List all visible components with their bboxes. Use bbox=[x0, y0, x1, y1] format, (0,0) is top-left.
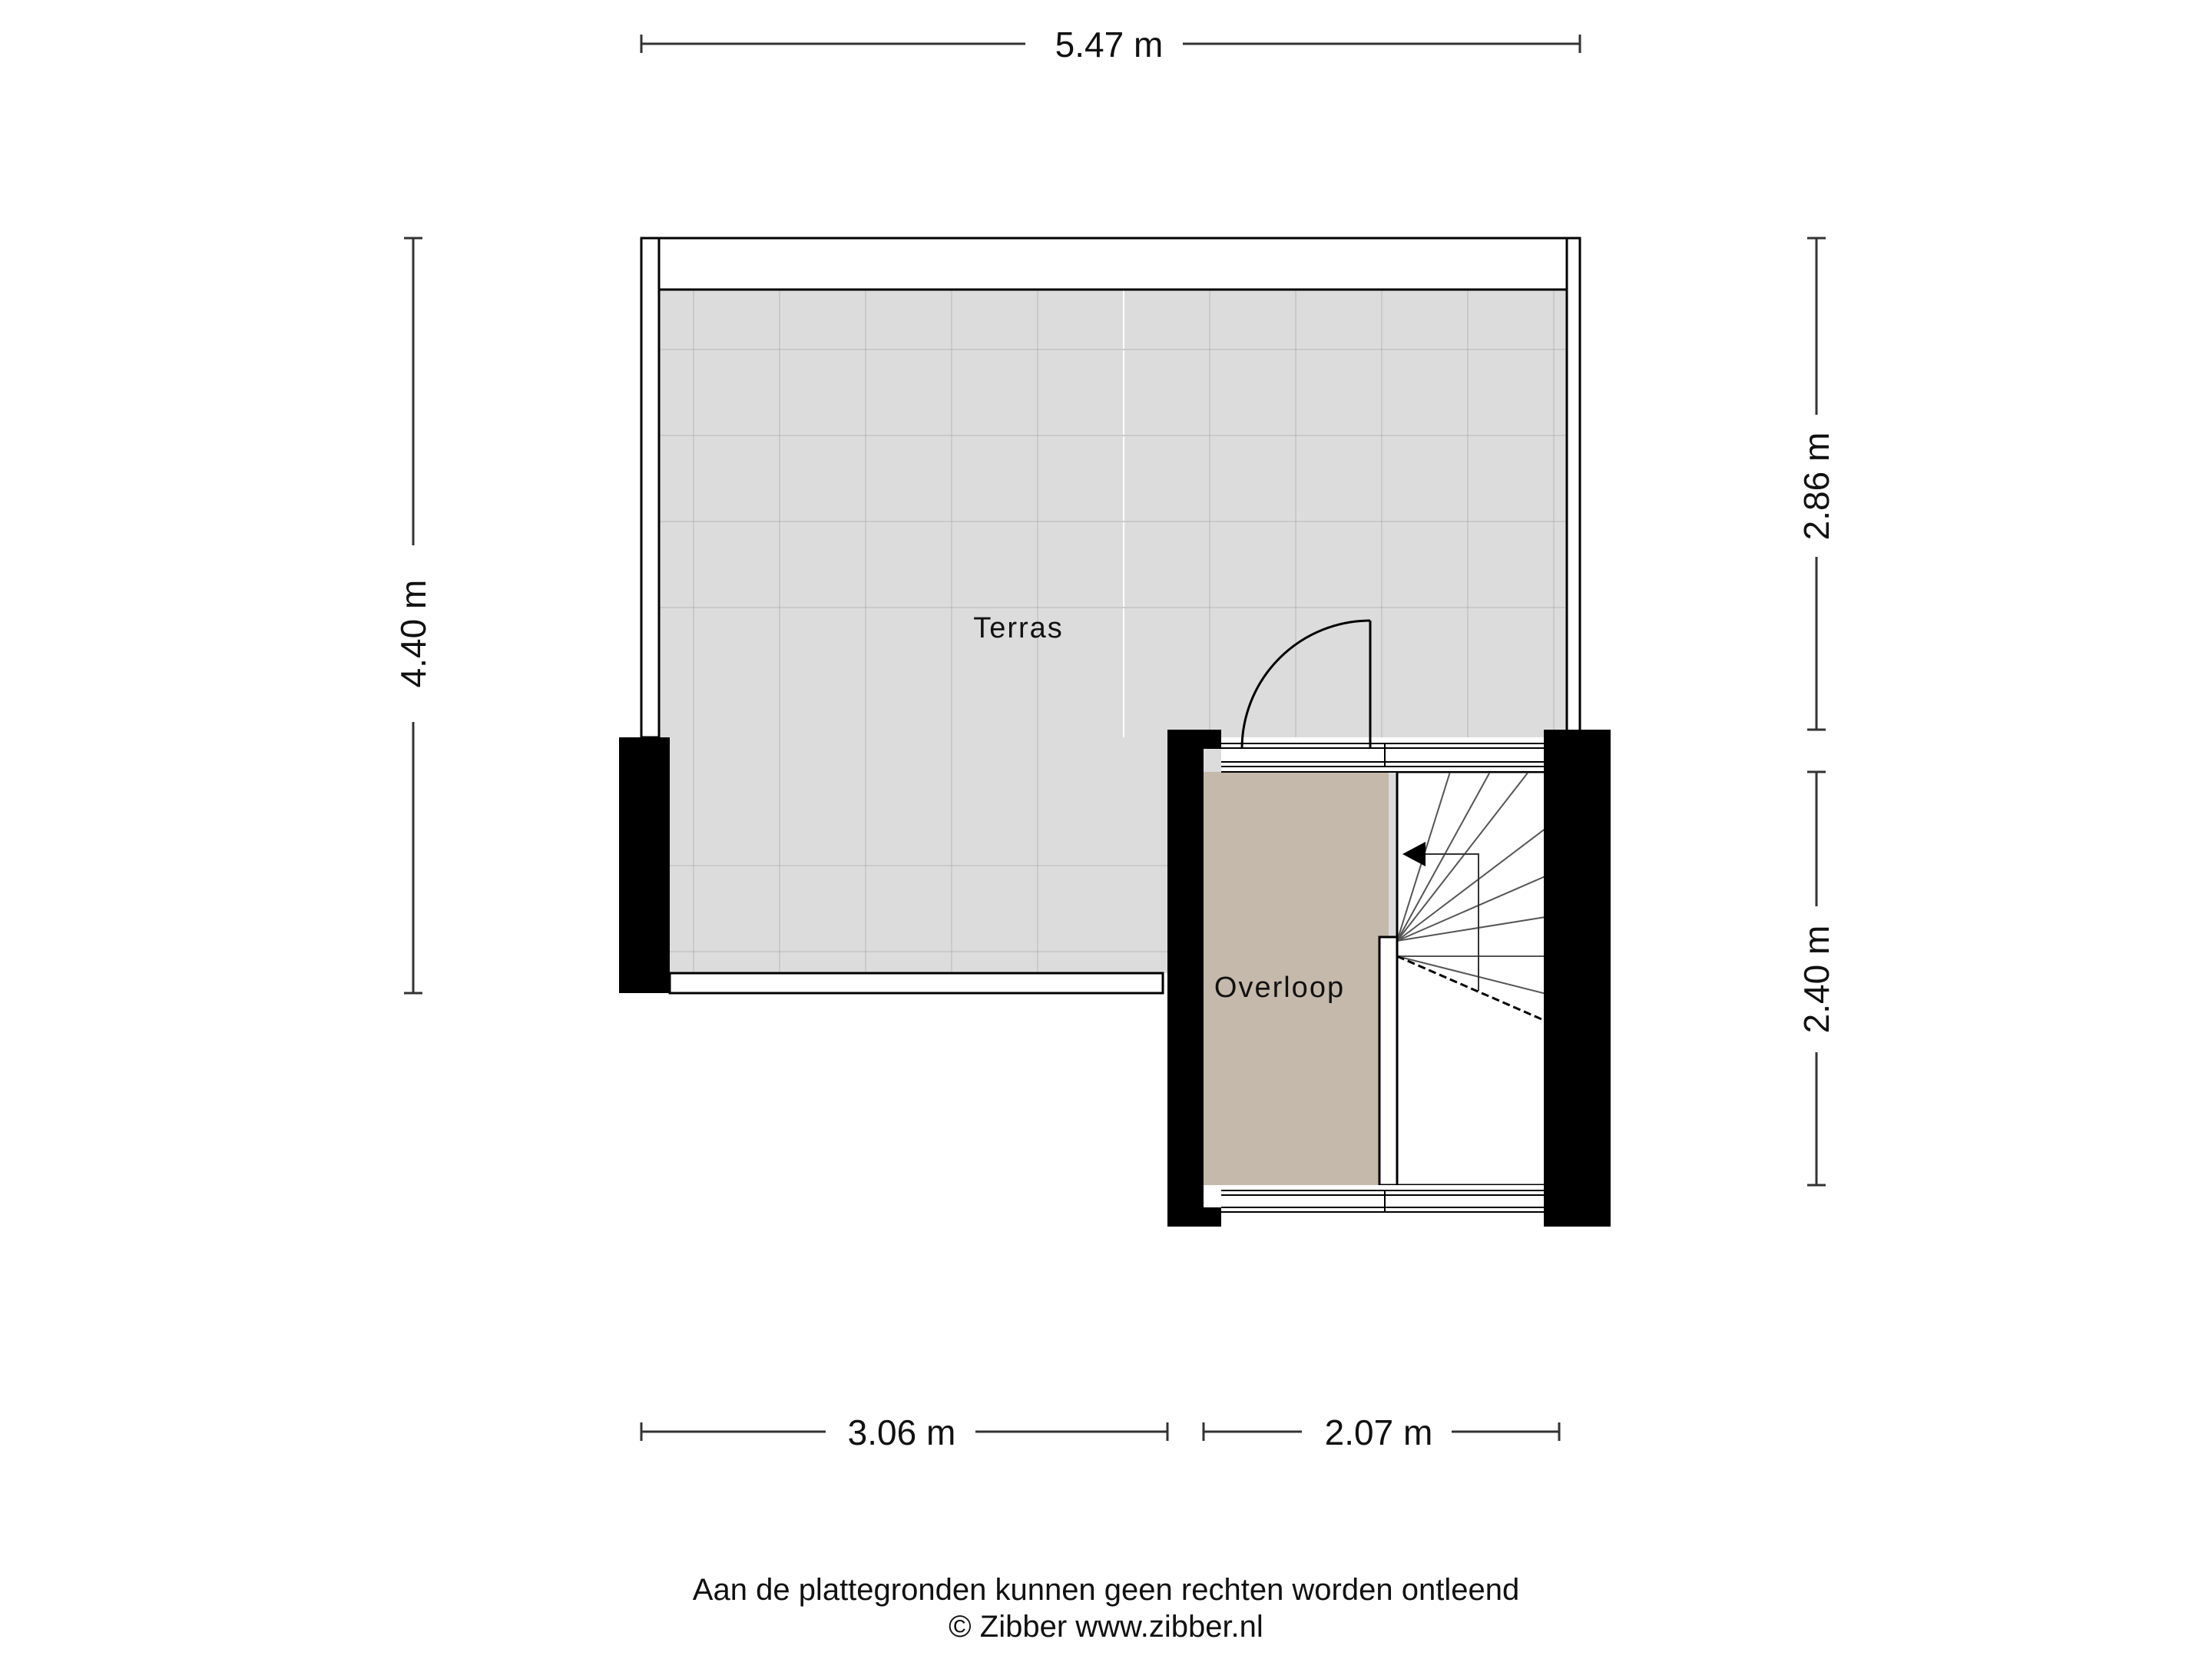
dimension-top-total: 5.47 m bbox=[1055, 25, 1164, 65]
copyright-text: © Zibber www.zibber.nl bbox=[949, 1610, 1263, 1644]
disclaimer-text: Aan de plattegronden kunnen geen rechten worden ontleend bbox=[692, 1573, 1520, 1607]
stairwell-wall-right bbox=[1544, 730, 1611, 1227]
dimension-bottom-right: 2.07 m bbox=[1324, 1412, 1433, 1452]
stairwell-wall-left bbox=[1167, 730, 1204, 1227]
stairwell-corner-tl bbox=[1167, 730, 1221, 749]
dimension-right-upper: 2.86 m bbox=[1796, 432, 1836, 541]
terrace-parapet-right bbox=[1567, 238, 1580, 737]
room-label-overloop: Overloop bbox=[1214, 972, 1346, 1004]
stairwell-corner-bl bbox=[1167, 1207, 1221, 1227]
terrace-parapet-left bbox=[641, 238, 659, 737]
dimension-left-total: 4.40 m bbox=[393, 579, 433, 688]
dimension-right-lower: 2.40 m bbox=[1796, 925, 1836, 1034]
terrace-parapet-bottom bbox=[670, 973, 1163, 993]
terrace-wall-left bbox=[619, 737, 670, 993]
dimension-bottom-left: 3.06 m bbox=[847, 1412, 956, 1452]
stair-divider-wall bbox=[1379, 937, 1397, 1185]
terrace-parapet-top bbox=[641, 238, 1580, 290]
room-label-terras: Terras bbox=[973, 612, 1064, 644]
